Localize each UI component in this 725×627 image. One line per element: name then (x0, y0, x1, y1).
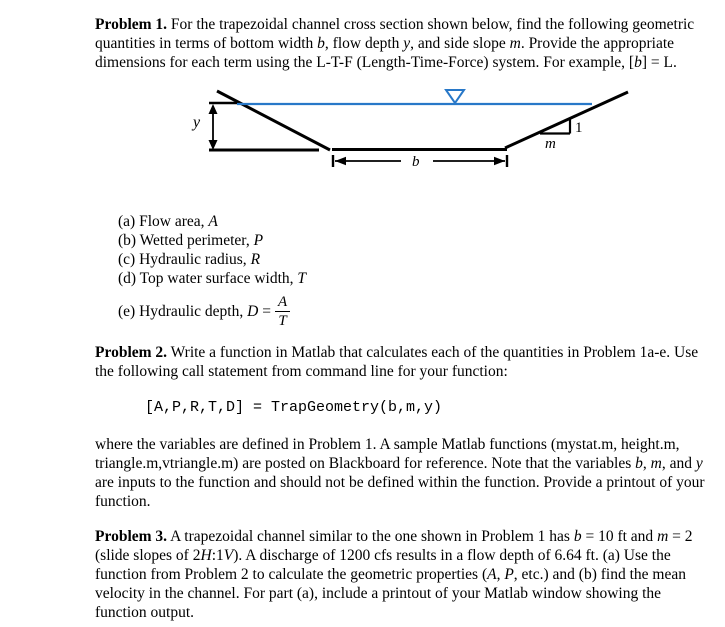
water-surface-marker-icon (446, 90, 464, 103)
hydraulic-depth-fraction (275, 294, 290, 329)
slope-rise-label: 1 (575, 120, 583, 136)
quantity-list (118, 212, 306, 329)
fraction-denominator: T (278, 312, 287, 329)
slope-run-label: m (545, 136, 556, 152)
list-item-top-width: (d) Top water surface width, T (118, 270, 307, 287)
problem1-paragraph: Problem 1. For the trapezoidal channel cross section shown below, find the following geometric quantities in terms of bottom width b, flow depth y, and side slope m. Provide the appropriate dimensions for each term using the L-T-F (Length-Time-Force) system. For example, [b] = L. (95, 16, 695, 71)
depth-label: y (193, 114, 201, 131)
channel-cross-section-diagram (183, 86, 645, 184)
list-item-flow-area: (a) Flow area, A (118, 213, 218, 230)
left-bank-line (217, 91, 330, 150)
problem2-paragraph: Problem 2. Write a function in Matlab that calculates each of the quantities in Problem 1a-e. Use the following call statement from command line for your function: (95, 344, 699, 380)
depth-dimension-arrow (209, 104, 218, 150)
bottom-width-label: b (412, 154, 420, 170)
list-item-wetted-perimeter: (b) Wetted perimeter, P (118, 232, 264, 249)
matlab-call-code: [A,P,R,T,D] = TrapGeometry(b,m,y) (145, 399, 443, 416)
fraction-numerator: A (275, 294, 290, 312)
hydraulic-depth-text: (e) Hydraulic depth, D = (118, 302, 271, 320)
list-item-hydraulic-radius: (c) Hydraulic radius, R (118, 251, 261, 268)
list-item-hydraulic-depth (118, 293, 306, 329)
bottom-width-arrow (333, 155, 507, 167)
problem2-notes-paragraph: where the variables are defined in Problem 1. A sample Matlab functions (mystat.m, height.m, triangle.m,vtriangle.m) are posted on Blackboard for reference. Note that the variables b, m, and y are inputs to the function and should not be defined within the function. Provide a printout of your function. (95, 436, 705, 510)
right-bank-line (505, 92, 628, 148)
problem3-paragraph: Problem 3. A trapezoidal channel similar to the one shown in Problem 1 has b = 10 ft and m = 2 (slide slopes of 2H:1V). A discharge of 1200 cfs results in a flow depth of 6.64 ft. (a) Use the function from Problem 2 to calculate the geometric properties (A, P, etc.) and (b) find the mean velocity in the channel. For part (a), include a printout of your Matlab window showing the function output. (95, 528, 693, 621)
